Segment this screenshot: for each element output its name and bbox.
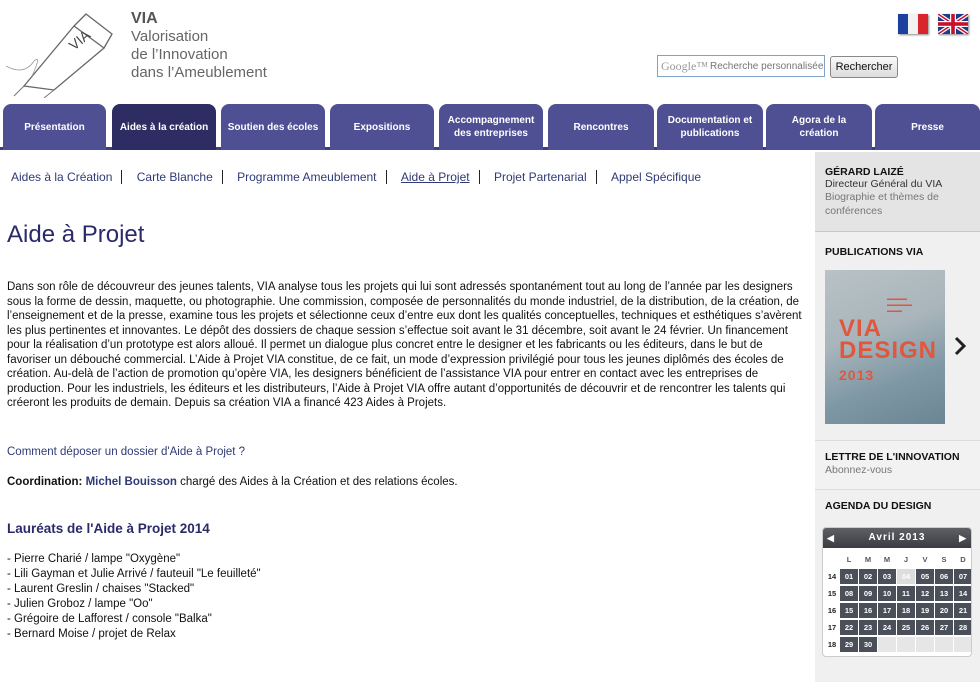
tab-presse[interactable]: Presse bbox=[875, 104, 980, 150]
agenda-title[interactable]: AGENDA DU DESIGN bbox=[825, 500, 932, 512]
cover-small-text: ▬▬▬▬ ▬▬▬▬▬ ▬▬▬ bbox=[887, 296, 912, 314]
calendar-empty-cell bbox=[935, 637, 953, 652]
logo-title: VIA bbox=[131, 10, 158, 27]
subscribe-link[interactable]: Abonnez-vous bbox=[825, 464, 893, 476]
newsletter-title[interactable]: LETTRE DE L'INNOVATION bbox=[825, 451, 960, 463]
main-content bbox=[0, 152, 815, 682]
subnav bbox=[6, 170, 716, 184]
calendar-day[interactable]: 06 bbox=[935, 569, 953, 584]
cover-title-line-2: DESIGN bbox=[839, 337, 938, 364]
director-role: Directeur Général du VIA bbox=[825, 178, 943, 190]
calendar-day[interactable]: 28 bbox=[954, 620, 972, 635]
via-logo-sketch[interactable] bbox=[4, 6, 126, 98]
calendar-day-header: J bbox=[903, 555, 909, 564]
calendar-day-header: L bbox=[846, 555, 852, 564]
list-item: - Grégoire de Lafforest / console "Balka" bbox=[7, 613, 212, 625]
calendar-day[interactable]: 30 bbox=[859, 637, 877, 652]
publications-box bbox=[815, 240, 980, 440]
calendar-day[interactable]: 20 bbox=[935, 603, 953, 618]
subnav-aides-creation[interactable]: Aides à la Création bbox=[6, 170, 122, 184]
chevron-left-icon[interactable]: ◀ bbox=[827, 533, 835, 543]
chevron-right-icon[interactable] bbox=[953, 336, 967, 361]
coordinator-link[interactable]: Michel Bouisson bbox=[85, 476, 177, 488]
calendar-empty-cell bbox=[897, 637, 915, 652]
subnav-projet-partenarial[interactable]: Projet Partenarial bbox=[489, 170, 597, 184]
calendar-day-header: M bbox=[864, 555, 872, 564]
calendar-day[interactable]: 04 bbox=[897, 569, 915, 584]
subnav-programme-ameublement[interactable]: Programme Ameublement bbox=[232, 170, 386, 184]
coordination-label: Coordination: bbox=[7, 476, 83, 488]
calendar-day[interactable]: 21 bbox=[954, 603, 972, 618]
calendar-week-number: 14 bbox=[825, 569, 839, 584]
cover-title-line-1: VIA bbox=[839, 315, 883, 342]
list-item: - Julien Groboz / lampe "Oo" bbox=[7, 598, 153, 610]
logo-text[interactable] bbox=[131, 10, 267, 82]
director-box bbox=[815, 152, 980, 232]
tab-expositions[interactable]: Expositions bbox=[330, 104, 434, 150]
calendar-week-number: 18 bbox=[825, 637, 839, 652]
calendar-day[interactable]: 23 bbox=[859, 620, 877, 635]
logo-line-3: dans l’Ameublement bbox=[131, 64, 267, 81]
calendar-day[interactable]: 29 bbox=[840, 637, 858, 652]
subnav-aide-projet[interactable]: Aide à Projet bbox=[396, 170, 480, 184]
calendar-empty-cell bbox=[878, 637, 896, 652]
list-item: - Pierre Charié / lampe "Oxygène" bbox=[7, 553, 181, 565]
laureates-list bbox=[7, 552, 261, 642]
main-nav bbox=[0, 104, 980, 150]
subnav-carte-blanche[interactable]: Carte Blanche bbox=[132, 170, 223, 184]
tab-presentation[interactable]: Présentation bbox=[3, 104, 106, 150]
calendar-week-header bbox=[825, 552, 839, 567]
logo-line-2: de l’Innovation bbox=[131, 46, 228, 63]
logo-line-1: Valorisation bbox=[131, 28, 209, 45]
calendar-day[interactable]: 03 bbox=[878, 569, 896, 584]
calendar-day[interactable]: 11 bbox=[897, 586, 915, 601]
tab-agora[interactable]: Agora de la création bbox=[766, 104, 872, 150]
calendar-day[interactable]: 27 bbox=[935, 620, 953, 635]
publication-cover[interactable] bbox=[825, 270, 945, 424]
calendar-week-number: 17 bbox=[825, 620, 839, 635]
calendar-month: Avril 2013 bbox=[868, 532, 926, 543]
header bbox=[0, 0, 980, 104]
chevron-right-icon[interactable]: ▶ bbox=[959, 533, 967, 543]
calendar-empty-cell bbox=[954, 637, 972, 652]
french-flag-icon[interactable] bbox=[898, 14, 928, 34]
sidebar bbox=[815, 152, 980, 682]
calendar-day-header: S bbox=[941, 555, 947, 564]
page-title: Aide à Projet bbox=[7, 221, 145, 248]
calendar-day[interactable]: 19 bbox=[916, 603, 934, 618]
cover-title-line-3: 2013 bbox=[839, 367, 875, 383]
newsletter-box bbox=[815, 440, 980, 490]
calendar-day[interactable]: 24 bbox=[878, 620, 896, 635]
cover-title bbox=[839, 315, 945, 386]
howto-link[interactable]: Comment déposer un dossier d'Aide à Projet ? bbox=[7, 446, 246, 458]
calendar-day-header: V bbox=[922, 555, 928, 564]
tab-aides-creation[interactable]: Aides à la création bbox=[112, 104, 216, 150]
intro-paragraph: Dans son rôle de découvreur des jeunes talents, VIA analyse tous les projets qui lui sont adressés spontanément tout au long de l’année par les designers sous la forme de dessin, maquette, ou photographie. Une commission, composée de personnalités du monde industriel, de la distribution, de la création, de l’enseignement et de la presse, examine tous les projets et sélectionne ceux d’entre eux dont les qualités conceptuelles, techniques et esthétiques s’avèrent les plus pertinentes et innovantes. Le dépôt des dossiers de chaque session s’effectue soit avant le 31 décembre, soit avant le 24 février. Un financement pour la réalisation d’un prototype est alors alloué. Il permet un dialogue plus concret entre le designer et les fabricants ou les éditeurs, dans le but de favoriser un débouché commercial. L’Aide à Projet VIA constitue, de ce fait, un mode d’expression privilégié pour tous les jeunes diplômés des écoles de création. Au-delà de l’action de promotion qu’opère VIA, les designers bénéficient de l’assistance VIA pour entrer en contact avec les entreprises de production. Pour les industriels, les éditeurs et les distributeurs, l’Aide à Projet VIA offre autant d’opportunités de découvrir et de rencontrer les talents qui créeront les produits de demain. Depuis sa création VIA a financé 423 Aides à Projets. bbox=[7, 281, 802, 409]
tab-accompagnement[interactable]: Accompagnement des entreprises bbox=[439, 104, 543, 150]
calendar-day[interactable]: 13 bbox=[935, 586, 953, 601]
calendar-header bbox=[823, 528, 971, 548]
calendar-day[interactable]: 26 bbox=[916, 620, 934, 635]
calendar-day[interactable]: 14 bbox=[954, 586, 972, 601]
calendar-day[interactable]: 15 bbox=[840, 603, 858, 618]
calendar-day[interactable]: 09 bbox=[859, 586, 877, 601]
list-item: - Laurent Greslin / chaises "Stacked" bbox=[7, 583, 195, 595]
calendar-day[interactable]: 12 bbox=[916, 586, 934, 601]
calendar bbox=[822, 527, 972, 657]
laureates-title: Lauréats de l'Aide à Projet 2014 bbox=[7, 521, 210, 536]
director-bio-link[interactable]: Biographie et thèmes de conférences bbox=[825, 191, 939, 217]
calendar-day[interactable]: 05 bbox=[916, 569, 934, 584]
calendar-day[interactable]: 07 bbox=[954, 569, 972, 584]
tab-documentation[interactable]: Documentation et publications bbox=[657, 104, 763, 150]
calendar-day[interactable]: 08 bbox=[840, 586, 858, 601]
calendar-week-number: 15 bbox=[825, 586, 839, 601]
tab-soutien-ecoles[interactable]: Soutien des écoles bbox=[221, 104, 325, 150]
uk-flag-icon[interactable] bbox=[938, 14, 968, 34]
calendar-day[interactable]: 16 bbox=[859, 603, 877, 618]
calendar-day[interactable]: 18 bbox=[897, 603, 915, 618]
google-logo: Google™ bbox=[661, 59, 709, 73]
calendar-empty-cell bbox=[916, 637, 934, 652]
calendar-day[interactable]: 22 bbox=[840, 620, 858, 635]
calendar-day-header: D bbox=[960, 555, 966, 564]
calendar-day[interactable]: 25 bbox=[897, 620, 915, 635]
publications-title[interactable]: PUBLICATIONS VIA bbox=[825, 246, 924, 258]
logo-sketch-label: VIA bbox=[65, 26, 94, 54]
list-item: - Lili Gayman et Julie Arrivé / fauteuil "Le feuilleté" bbox=[7, 568, 261, 580]
tab-rencontres[interactable]: Rencontres bbox=[548, 104, 654, 150]
director-name[interactable]: GÉRARD LAIZÉ bbox=[825, 166, 904, 178]
search-button[interactable]: Rechercher bbox=[830, 56, 898, 78]
agenda-box bbox=[815, 492, 980, 682]
calendar-day[interactable]: 17 bbox=[878, 603, 896, 618]
calendar-day[interactable]: 02 bbox=[859, 569, 877, 584]
calendar-week-number: 16 bbox=[825, 603, 839, 618]
calendar-day[interactable]: 01 bbox=[840, 569, 858, 584]
calendar-day-header: M bbox=[883, 555, 891, 564]
calendar-day[interactable]: 10 bbox=[878, 586, 896, 601]
coordination-text: chargé des Aides à la Création et des relations écoles. bbox=[180, 476, 458, 488]
calendar-grid bbox=[825, 552, 972, 654]
list-item: - Bernard Moise / projet de Relax bbox=[7, 628, 176, 640]
coordination bbox=[7, 476, 458, 488]
subnav-appel-specifique[interactable]: Appel Spécifique bbox=[611, 170, 702, 184]
